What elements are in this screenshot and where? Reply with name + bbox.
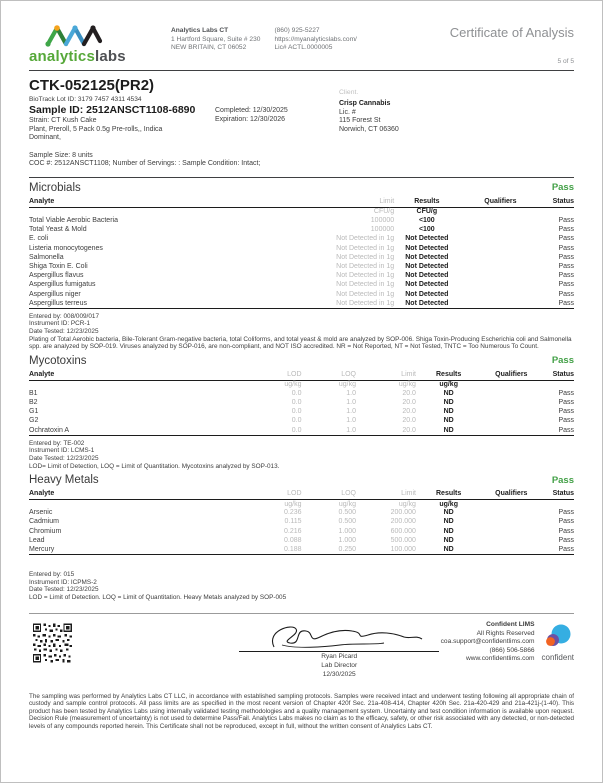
analyte-limit: Not Detected in 1g — [336, 253, 395, 261]
analyte-qualifiers — [460, 280, 542, 289]
analyte-limit: Not Detected in 1g — [336, 235, 395, 243]
analyte-status: Pass — [558, 263, 574, 270]
microbials-notes — [29, 313, 574, 351]
sample-bottom — [29, 152, 574, 169]
analyte-name: Mercury — [29, 545, 55, 553]
method-note: LOD= Limit of Detection, LOQ = Limit of Quantitation. Mycotoxins analyzed by SOP-013. — [29, 462, 280, 470]
confident-wordmark: confident — [541, 653, 574, 663]
mycotoxins-header — [29, 355, 574, 367]
analyte-qualifiers — [481, 398, 541, 407]
analyte-name: B2 — [29, 399, 38, 407]
table-row — [29, 389, 574, 398]
analyte-qualifiers — [481, 416, 541, 425]
table-row — [29, 216, 574, 225]
analyte-loq: 1.0 — [346, 389, 357, 397]
analyte-loq: 1.000 — [338, 536, 357, 544]
coc-line: COC #: 2512ANSCT1108; Number of Servings: : Sample Condition: Intact; — [29, 160, 261, 168]
analyte-qualifiers — [460, 299, 542, 309]
analyte-limit: 20.0 — [402, 408, 416, 416]
analyte-limit: Not Detected in 1g — [336, 281, 395, 289]
analyte-result: Not Detected — [405, 253, 449, 261]
table-row — [29, 426, 574, 436]
analyte-name: Aspergillus flavus — [29, 272, 84, 280]
table-row — [29, 271, 574, 280]
analyte-status: Pass — [558, 399, 574, 407]
table-row — [29, 262, 574, 271]
analyte-loq: 1.0 — [346, 417, 357, 425]
col-lod: LOD — [287, 370, 302, 378]
instrument-id: Instrument ID: LCMS-1 — [29, 447, 95, 455]
microbials-header — [29, 182, 574, 194]
analyte-loq: 1.0 — [346, 399, 357, 407]
analyte-result: Not Detected — [405, 299, 449, 307]
instrument-id: Instrument ID: ICPMS-2 — [29, 578, 97, 586]
analyte-limit: 100.000 — [390, 545, 416, 553]
analyte-status: Pass — [558, 408, 574, 416]
analyte-status: Pass — [558, 290, 574, 298]
analyte-lod: 0.0 — [291, 408, 302, 416]
analyte-loq: 1.0 — [346, 408, 357, 416]
analyte-limit: Not Detected in 1g — [336, 244, 395, 252]
document-title: Certificate of Analysis — [449, 25, 574, 40]
header — [29, 23, 574, 65]
table-row — [29, 299, 574, 309]
analyte-name: Total Viable Aerobic Bacteria — [29, 217, 118, 225]
col-status: Status — [552, 197, 574, 205]
disclaimer-text: The sampling was performed by Analytics Labs CT LLC, in accordance with established sampling protocols. Samples were received intact and underwent testing following all appropriate chain of custody and sample control protocols. All pass limits are as specified in the most recent version of Chapter 420f Sec. 21a-408-414, Chapter 420h Sec. 21a-420-429 and 21a-421j-(1-40). This product has been tested by Analytics Labs using internally validated testing methodologies and a quality management system. Uncertainty and test condition information is available upon request. Decision Rule (measurement of uncertainty) is not used to determine Pass/Fail. Analytics Labs makes no claim as to the efficacy, safety, or other risk associated with any detected, or non-detected levels of any compounds reported herein. This Certificate shall not be reproduced, except in full, without the written consent of Analytics Labs CT. — [29, 692, 574, 730]
analyte-status: Pass — [558, 518, 574, 526]
table-row — [29, 527, 574, 536]
analyte-lod: 0.236 — [283, 509, 302, 517]
entered-by: Entered by: 015 — [29, 571, 75, 579]
analyte-limit: 600.000 — [390, 527, 416, 535]
mycotoxins-title: Mycotoxins — [29, 354, 87, 367]
analyte-limit: 20.0 — [402, 417, 416, 425]
microbials-units-row — [29, 207, 574, 216]
heavy-metals-notes — [29, 571, 574, 601]
sample-divider — [29, 177, 574, 178]
analyte-status: Pass — [558, 235, 574, 243]
client-license: Lic. # — [339, 108, 356, 116]
analyte-limit: 100000 — [370, 217, 395, 225]
analyte-name: Arsenic — [29, 509, 53, 517]
analyte-status: Pass — [558, 253, 574, 261]
analyte-name: Cadmium — [29, 518, 59, 526]
analyte-name: B1 — [29, 389, 38, 397]
heavy-metals-units-row: ug/kg ug/kg ug/kg ug/kg — [284, 500, 458, 508]
col-analyte: Analyte — [29, 197, 55, 205]
heavy-metals-table — [29, 489, 574, 555]
analyte-result: ND — [443, 527, 454, 535]
table-row — [29, 398, 574, 407]
unit-limit: CFU/g — [373, 208, 395, 216]
analyte-result: ND — [443, 536, 454, 544]
heavy-metals-title: Heavy Metals — [29, 474, 99, 487]
sample-info-section — [29, 71, 574, 177]
analyte-loq: 0.250 — [338, 545, 357, 553]
col-analyte: Analyte — [29, 370, 55, 378]
microbials-status-badge: Pass — [551, 182, 574, 194]
analyte-qualifiers — [481, 545, 541, 555]
col-analyte: Analyte — [29, 490, 55, 498]
analyte-status: Pass — [558, 509, 574, 517]
analyte-status: Pass — [558, 272, 574, 280]
table-row — [29, 280, 574, 289]
analyte-lod: 0.0 — [291, 399, 302, 407]
analyte-name: Lead — [29, 536, 45, 544]
analyte-qualifiers — [481, 517, 541, 526]
date-tested: Date Tested: 12/23/2025 — [29, 454, 99, 462]
analyte-status: Pass — [558, 417, 574, 425]
lab-contact-info — [171, 27, 357, 53]
analyte-status: Pass — [558, 536, 574, 544]
analyte-result: ND — [443, 426, 454, 434]
analyte-result: ND — [443, 545, 454, 553]
footer — [29, 621, 574, 678]
method-note: Plating of Total Aerobic bacteria, Bile-Tolerant Gram-negative bacteria, total Coliforms, and total yeast & mold are analyzed by SOP-006. Shiga Toxin-Producing Escherichia coli and Salmonella spp. are analyzed by SOP-019. Viruses analyzed by SOP-016, are non-compliant, and NOT ISO accredited. NR = Not Reported, NT = Not Tested, TNTC = Too Numerous To Count. — [29, 335, 572, 351]
signed-date: 12/30/2025 — [322, 671, 356, 679]
analyte-status: Pass — [558, 527, 574, 535]
analyte-qualifiers — [481, 426, 541, 436]
method-note: LOD = Limit of Detection. LOQ = Limit of Quantitation. Heavy Metals analyzed by SOP-005 — [29, 593, 287, 601]
col-limit: Limit — [379, 197, 395, 205]
col-results: Results — [436, 370, 462, 378]
analyte-qualifiers — [460, 253, 542, 262]
analyte-name: Salmonella — [29, 253, 64, 261]
analyte-name: G1 — [29, 408, 39, 416]
date-tested: Date Tested: 12/23/2025 — [29, 328, 99, 336]
mycotoxins-status-badge: Pass — [551, 355, 574, 367]
analyte-name: E. coli — [29, 235, 49, 243]
analyte-name: Aspergillus niger — [29, 290, 81, 298]
col-status: Status — [552, 370, 574, 378]
strain: Strain: CT Kush Cake — [29, 117, 97, 124]
col-qualifiers: Qualifiers — [484, 197, 517, 205]
analyte-name: Total Yeast & Mold — [29, 226, 87, 234]
client-address2: Norwich, CT 06360 — [339, 126, 399, 134]
analyte-limit: Not Detected in 1g — [336, 263, 395, 270]
analyte-qualifiers — [460, 234, 542, 243]
analyte-status: Pass — [558, 217, 574, 225]
lims-rights: All Rights Reserved — [476, 629, 535, 637]
col-limit: Limit — [401, 370, 416, 378]
table-row — [29, 234, 574, 243]
analyte-limit: Not Detected in 1g — [336, 299, 395, 307]
analyte-limit: 100000 — [370, 226, 395, 234]
table-row — [29, 289, 574, 298]
col-results: Results — [436, 490, 462, 498]
lab-name: Analytics Labs CT — [171, 27, 229, 34]
analyte-qualifiers — [460, 244, 542, 253]
lab-address-column — [171, 27, 260, 53]
analyte-qualifiers — [481, 389, 541, 398]
sample-size: Sample Size: 8 units — [29, 151, 93, 159]
signer-name: Ryan Picard — [321, 653, 358, 661]
analyte-loq: 0.500 — [338, 518, 357, 526]
table-row — [29, 536, 574, 545]
completed-date: Completed: 12/30/2025 — [215, 107, 288, 114]
lims-block — [441, 621, 574, 663]
client-label: Client. — [339, 89, 359, 96]
analyte-lod: 0.0 — [291, 417, 302, 425]
expiration-date: Expiration: 12/30/2026 — [215, 115, 286, 123]
analyte-lod: 0.0 — [291, 389, 302, 397]
analyte-status: Pass — [558, 389, 574, 397]
analyte-status: Pass — [558, 281, 574, 289]
page-number: 5 of 5 — [557, 58, 574, 65]
analyte-qualifiers — [460, 271, 542, 280]
entered-by: Entered by: TE-002 — [29, 439, 85, 447]
analyte-name: Listeria monocytogenes — [29, 244, 103, 252]
analyte-limit: 200.000 — [390, 509, 416, 517]
analyte-lod: 0.188 — [283, 545, 302, 553]
microbials-table — [29, 197, 574, 309]
analyte-name: Chromium — [29, 527, 62, 535]
mycotoxins-notes — [29, 440, 574, 470]
table-row — [29, 508, 574, 517]
col-results: Results — [414, 197, 440, 205]
logo-word-analytics: analytics — [29, 48, 96, 65]
lab-phone: (860) 925-5227 — [274, 27, 320, 34]
mycotoxins-table — [29, 370, 574, 436]
footer-divider — [29, 613, 574, 614]
heavy-metals-header-row — [29, 489, 574, 500]
table-row — [29, 253, 574, 262]
analyte-result: <100 — [418, 226, 435, 234]
analyte-name: Ochratoxin A — [29, 426, 70, 434]
heavy-metals-status-badge: Pass — [551, 474, 574, 486]
analyte-lod: 0.088 — [283, 536, 302, 544]
lab-license: Lic# ACTL.0000005 — [274, 44, 333, 52]
analyte-status: Pass — [558, 244, 574, 252]
lims-phone: (866) 506-5866 — [489, 646, 535, 654]
analyte-qualifiers — [460, 216, 542, 225]
analyte-result: Not Detected — [405, 244, 449, 252]
logo-word-labs: labs — [95, 48, 126, 65]
batch-title: CTK-052125(PR2) — [29, 77, 155, 94]
signature-line — [239, 651, 439, 652]
col-status: Status — [552, 490, 574, 498]
logo-wordmark — [29, 49, 157, 64]
matrix-line2: Dominant, — [29, 134, 61, 142]
analyte-name: G2 — [29, 417, 39, 425]
col-lod: LOD — [287, 490, 302, 498]
analyte-lod: 0.0 — [291, 426, 302, 434]
heavy-metals-header — [29, 474, 574, 486]
analyte-loq: 1.0 — [346, 426, 357, 434]
qr-code — [33, 621, 72, 665]
analyte-name: Aspergillus fumigatus — [29, 281, 96, 289]
col-loq: LOQ — [341, 370, 357, 378]
table-row — [29, 416, 574, 425]
analyte-lod: 0.115 — [284, 518, 302, 526]
signature-block — [238, 621, 441, 678]
client-block — [339, 89, 399, 135]
analyte-result: ND — [443, 509, 454, 517]
analyte-name: Shiga Toxin E. Coli — [29, 263, 88, 270]
lims-web: www.confidentlims.com — [466, 655, 535, 663]
confident-logo — [542, 623, 574, 662]
lab-website: https://myanalyticslabs.com/ — [274, 35, 357, 43]
table-row — [29, 407, 574, 416]
analyte-result: ND — [443, 408, 454, 416]
analyte-qualifiers — [481, 508, 541, 517]
lab-address1: 1 Hartford Square, Suite # 230 — [171, 35, 261, 43]
analyte-loq: 0.500 — [338, 509, 357, 517]
sample-left-column — [29, 104, 215, 143]
analyte-limit: 500.000 — [390, 536, 416, 544]
analyte-result: Not Detected — [405, 290, 449, 298]
analyte-result: ND — [443, 389, 454, 397]
analyte-status: Pass — [558, 545, 574, 553]
analyte-qualifiers — [481, 407, 541, 416]
biotrack-lot-id: BioTrack Lot ID: 3179 7457 4311 4534 — [29, 96, 142, 103]
analyte-result: Not Detected — [405, 263, 449, 270]
client-address1: 115 Forest St — [339, 117, 381, 125]
col-qualifiers: Qualifiers — [495, 370, 528, 378]
analyte-qualifiers — [481, 536, 541, 545]
analyte-result: Not Detected — [405, 272, 449, 280]
analyte-limit: 200.000 — [390, 518, 416, 526]
analyte-qualifiers — [460, 225, 542, 234]
analyte-limit: Not Detected in 1g — [336, 290, 395, 298]
col-qualifiers: Qualifiers — [495, 490, 528, 498]
analyte-qualifiers — [460, 289, 542, 298]
unit-results: CFU/g — [416, 208, 438, 216]
lims-contact — [441, 621, 535, 663]
sample-id: Sample ID: 2512ANSCT1108-6890 — [29, 104, 196, 116]
col-loq: LOQ — [341, 490, 357, 498]
analyte-name: Aspergillus terreus — [29, 299, 87, 307]
microbials-title: Microbials — [29, 181, 81, 194]
microbials-header-row — [29, 197, 574, 208]
table-row — [29, 545, 574, 555]
col-limit: Limit — [401, 490, 416, 498]
analyte-result: Not Detected — [405, 235, 449, 243]
signer-title: Lab Director — [321, 662, 358, 670]
analyte-result: ND — [443, 399, 454, 407]
lab-phone-column — [274, 27, 356, 53]
client-name: Crisp Cannabis — [339, 99, 391, 107]
analyte-result: ND — [443, 518, 454, 526]
matrix-line1: Plant, Preroll, 5 Pack 0.5g Pre-rolls,, Indica — [29, 125, 163, 133]
analyte-limit: 20.0 — [402, 426, 416, 434]
analytics-labs-logo — [29, 23, 157, 64]
signature-icon — [244, 621, 434, 655]
analyte-status: Pass — [558, 299, 574, 307]
analyte-qualifiers — [481, 527, 541, 536]
sample-grid — [29, 104, 574, 143]
lab-address2: NEW BRITAIN, CT 06052 — [171, 44, 247, 52]
analyte-limit: Not Detected in 1g — [336, 272, 395, 280]
analyte-status: Pass — [558, 426, 574, 434]
mycotoxins-units-row: ug/kg ug/kg ug/kg ug/kg — [284, 381, 458, 389]
table-row — [29, 517, 574, 526]
entered-by: Entered by: 008/009/017 — [29, 312, 99, 320]
lims-name: Confident LIMS — [486, 621, 535, 629]
analyte-qualifiers — [460, 262, 542, 271]
mycotoxins-header-row — [29, 370, 574, 381]
table-row — [29, 225, 574, 234]
analyte-status: Pass — [558, 226, 574, 234]
lims-email: coa.support@confidentlims.com — [440, 638, 535, 646]
table-row — [29, 244, 574, 253]
analyte-result: ND — [443, 417, 454, 425]
analyte-loq: 1.000 — [338, 527, 357, 535]
analyte-lod: 0.216 — [283, 527, 302, 535]
logo-zigzag-icon — [43, 23, 105, 49]
analyte-limit: 20.0 — [402, 399, 416, 407]
instrument-id: Instrument ID: PCR-1 — [29, 320, 91, 328]
analyte-result: <100 — [418, 217, 435, 225]
analyte-limit: 20.0 — [402, 389, 416, 397]
coa-title-block — [450, 25, 574, 65]
sample-dates-column — [215, 104, 288, 143]
analyte-result: Not Detected — [405, 281, 449, 289]
date-tested: Date Tested: 12/23/2025 — [29, 586, 99, 594]
confident-logo-icon — [543, 623, 573, 649]
